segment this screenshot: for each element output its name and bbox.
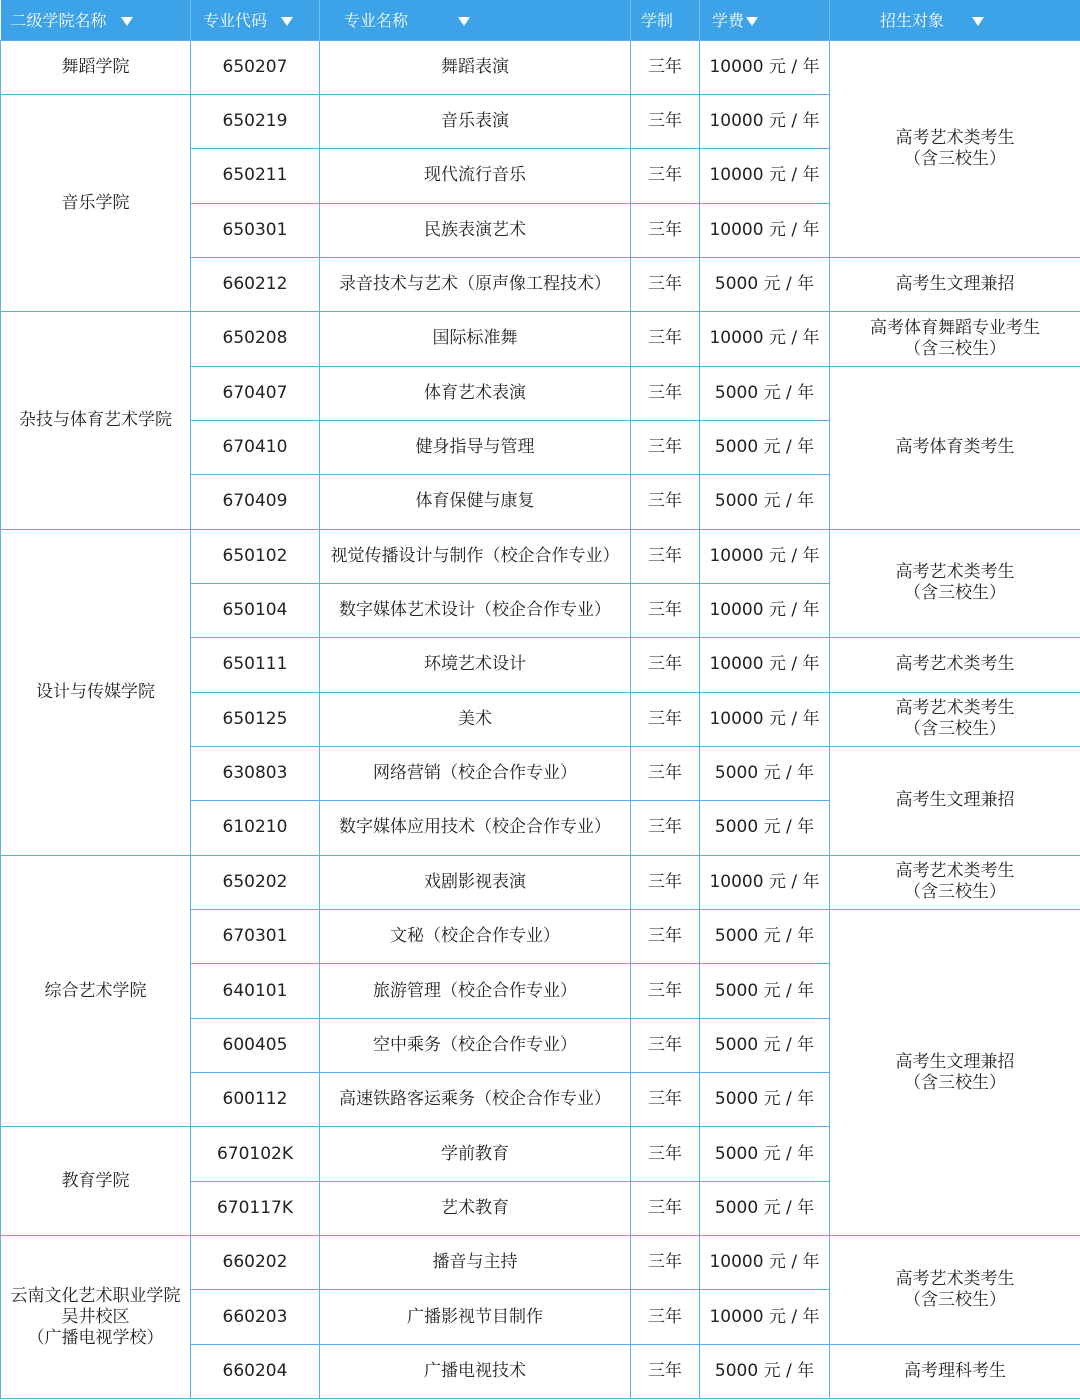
name-cell: 空中乘务（校企合作专业） (320, 1018, 631, 1072)
years-cell: 三年 (631, 910, 700, 964)
years-cell: 三年 (631, 420, 700, 474)
college-cell: 设计与传媒学院 (1, 529, 191, 855)
filter-dropdown-icon[interactable] (281, 17, 293, 26)
code-cell: 650102 (191, 529, 320, 583)
years-cell: 三年 (631, 475, 700, 529)
code-cell: 650111 (191, 638, 320, 692)
code-cell: 670102K (191, 1127, 320, 1181)
name-cell: 民族表演艺术 (320, 203, 631, 257)
code-cell: 650104 (191, 583, 320, 637)
header-code[interactable]: 专业代码 (191, 0, 320, 40)
years-cell: 三年 (631, 529, 700, 583)
table-row (1, 40, 1080, 94)
filter-dropdown-icon[interactable] (458, 17, 470, 26)
code-cell: 670409 (191, 475, 320, 529)
fee-cell: 5000 元 / 年 (700, 1181, 830, 1235)
name-cell: 艺术教育 (320, 1181, 631, 1235)
code-cell: 630803 (191, 746, 320, 800)
years-cell: 三年 (631, 203, 700, 257)
years-cell: 三年 (631, 257, 700, 311)
fee-cell: 5000 元 / 年 (700, 1018, 830, 1072)
years-cell: 三年 (631, 583, 700, 637)
code-cell: 650219 (191, 94, 320, 148)
header-fee[interactable]: 学费 (700, 0, 830, 40)
name-cell: 体育保健与康复 (320, 475, 631, 529)
code-cell: 650207 (191, 40, 320, 94)
filter-dropdown-icon[interactable] (972, 17, 984, 26)
header-years[interactable]: 学制 (631, 0, 700, 40)
years-cell: 三年 (631, 312, 700, 366)
code-cell: 650301 (191, 203, 320, 257)
college-cell: 音乐学院 (1, 94, 191, 311)
code-cell: 650202 (191, 855, 320, 909)
years-cell: 三年 (631, 746, 700, 800)
fee-cell: 5000 元 / 年 (700, 1127, 830, 1181)
college-cell: 综合艺术学院 (1, 855, 191, 1127)
fee-cell: 10000 元 / 年 (700, 203, 830, 257)
name-cell: 环境艺术设计 (320, 638, 631, 692)
name-cell: 国际标准舞 (320, 312, 631, 366)
name-cell: 体育艺术表演 (320, 366, 631, 420)
fee-cell: 10000 元 / 年 (700, 529, 830, 583)
fee-cell: 10000 元 / 年 (700, 1236, 830, 1290)
target-cell: 高考艺术类考生 （含三校生） (830, 529, 1080, 638)
name-cell: 学前教育 (320, 1127, 631, 1181)
code-cell: 650208 (191, 312, 320, 366)
name-cell: 数字媒体应用技术（校企合作专业） (320, 801, 631, 855)
code-cell: 600405 (191, 1018, 320, 1072)
years-cell: 三年 (631, 1181, 700, 1235)
years-cell: 三年 (631, 1344, 700, 1398)
target-cell: 高考生文理兼招 (830, 746, 1080, 855)
college-cell: 杂技与体育艺术学院 (1, 312, 191, 529)
name-cell: 广播影视节目制作 (320, 1290, 631, 1344)
code-cell: 670407 (191, 366, 320, 420)
years-cell: 三年 (631, 94, 700, 148)
target-cell: 高考艺术类考生 （含三校生） (830, 855, 1080, 909)
fee-cell: 5000 元 / 年 (700, 1344, 830, 1398)
name-cell: 高速铁路客运乘务（校企合作专业） (320, 1073, 631, 1127)
name-cell: 网络营销（校企合作专业） (320, 746, 631, 800)
name-cell: 戏剧影视表演 (320, 855, 631, 909)
fee-cell: 5000 元 / 年 (700, 1073, 830, 1127)
years-cell: 三年 (631, 1073, 700, 1127)
years-cell: 三年 (631, 1236, 700, 1290)
header-row (1, 0, 1080, 40)
target-cell: 高考生文理兼招 （含三校生） (830, 910, 1080, 1236)
target-cell: 高考艺术类考生 (830, 638, 1080, 692)
fee-cell: 10000 元 / 年 (700, 94, 830, 148)
target-cell: 高考体育舞蹈专业考生 （含三校生） (830, 312, 1080, 366)
fee-cell: 10000 元 / 年 (700, 1290, 830, 1344)
code-cell: 610210 (191, 801, 320, 855)
code-cell: 650211 (191, 149, 320, 203)
table-row (1, 529, 1080, 583)
name-cell: 文秘（校企合作专业） (320, 910, 631, 964)
years-cell: 三年 (631, 1290, 700, 1344)
fee-cell: 5000 元 / 年 (700, 746, 830, 800)
years-cell: 三年 (631, 855, 700, 909)
fee-cell: 10000 元 / 年 (700, 312, 830, 366)
target-cell: 高考理科考生 (830, 1344, 1080, 1398)
college-cell: 舞蹈学院 (1, 40, 191, 94)
target-cell: 高考艺术类考生 （含三校生） (830, 692, 1080, 746)
college-cell: 教育学院 (1, 1127, 191, 1236)
fee-cell: 5000 元 / 年 (700, 910, 830, 964)
years-cell: 三年 (631, 1127, 700, 1181)
fee-cell: 5000 元 / 年 (700, 801, 830, 855)
header-college[interactable]: 二级学院名称 (1, 0, 191, 40)
name-cell: 美术 (320, 692, 631, 746)
table-row (1, 312, 1080, 366)
name-cell: 健身指导与管理 (320, 420, 631, 474)
code-cell: 660204 (191, 1344, 320, 1398)
target-cell: 高考艺术类考生 （含三校生） (830, 40, 1080, 257)
college-cell: 云南文化艺术职业学院 吴井校区 （广播电视学校） (1, 1236, 191, 1399)
fee-cell: 10000 元 / 年 (700, 583, 830, 637)
filter-dropdown-icon[interactable] (121, 17, 133, 26)
fee-cell: 5000 元 / 年 (700, 257, 830, 311)
code-cell: 640101 (191, 964, 320, 1018)
target-cell: 高考生文理兼招 (830, 257, 1080, 311)
code-cell: 660203 (191, 1290, 320, 1344)
code-cell: 660212 (191, 257, 320, 311)
name-cell: 广播电视技术 (320, 1344, 631, 1398)
years-cell: 三年 (631, 149, 700, 203)
years-cell: 三年 (631, 366, 700, 420)
name-cell: 录音技术与艺术（原声像工程技术） (320, 257, 631, 311)
years-cell: 三年 (631, 40, 700, 94)
years-cell: 三年 (631, 692, 700, 746)
name-cell: 旅游管理（校企合作专业） (320, 964, 631, 1018)
fee-cell: 5000 元 / 年 (700, 964, 830, 1018)
fee-cell: 10000 元 / 年 (700, 638, 830, 692)
name-cell: 播音与主持 (320, 1236, 631, 1290)
code-cell: 670117K (191, 1181, 320, 1235)
fee-cell: 5000 元 / 年 (700, 420, 830, 474)
fee-cell: 5000 元 / 年 (700, 366, 830, 420)
filter-dropdown-icon[interactable] (746, 17, 758, 26)
years-cell: 三年 (631, 801, 700, 855)
fee-cell: 5000 元 / 年 (700, 475, 830, 529)
code-cell: 670301 (191, 910, 320, 964)
target-cell: 高考艺术类考生 （含三校生） (830, 1236, 1080, 1345)
years-cell: 三年 (631, 1018, 700, 1072)
header-target[interactable]: 招生对象 (830, 0, 1080, 40)
years-cell: 三年 (631, 964, 700, 1018)
name-cell: 舞蹈表演 (320, 40, 631, 94)
fee-cell: 10000 元 / 年 (700, 692, 830, 746)
name-cell: 数字媒体艺术设计（校企合作专业） (320, 583, 631, 637)
code-cell: 600112 (191, 1073, 320, 1127)
table-row (1, 1236, 1080, 1290)
name-cell: 现代流行音乐 (320, 149, 631, 203)
target-cell: 高考体育类考生 (830, 366, 1080, 529)
fee-cell: 10000 元 / 年 (700, 149, 830, 203)
fee-cell: 10000 元 / 年 (700, 40, 830, 94)
code-cell: 670410 (191, 420, 320, 474)
code-cell: 650125 (191, 692, 320, 746)
table-row (1, 855, 1080, 909)
name-cell: 视觉传播设计与制作（校企合作专业） (320, 529, 631, 583)
code-cell: 660202 (191, 1236, 320, 1290)
header-name[interactable]: 专业名称 (320, 0, 631, 40)
fee-cell: 10000 元 / 年 (700, 855, 830, 909)
name-cell: 音乐表演 (320, 94, 631, 148)
years-cell: 三年 (631, 638, 700, 692)
